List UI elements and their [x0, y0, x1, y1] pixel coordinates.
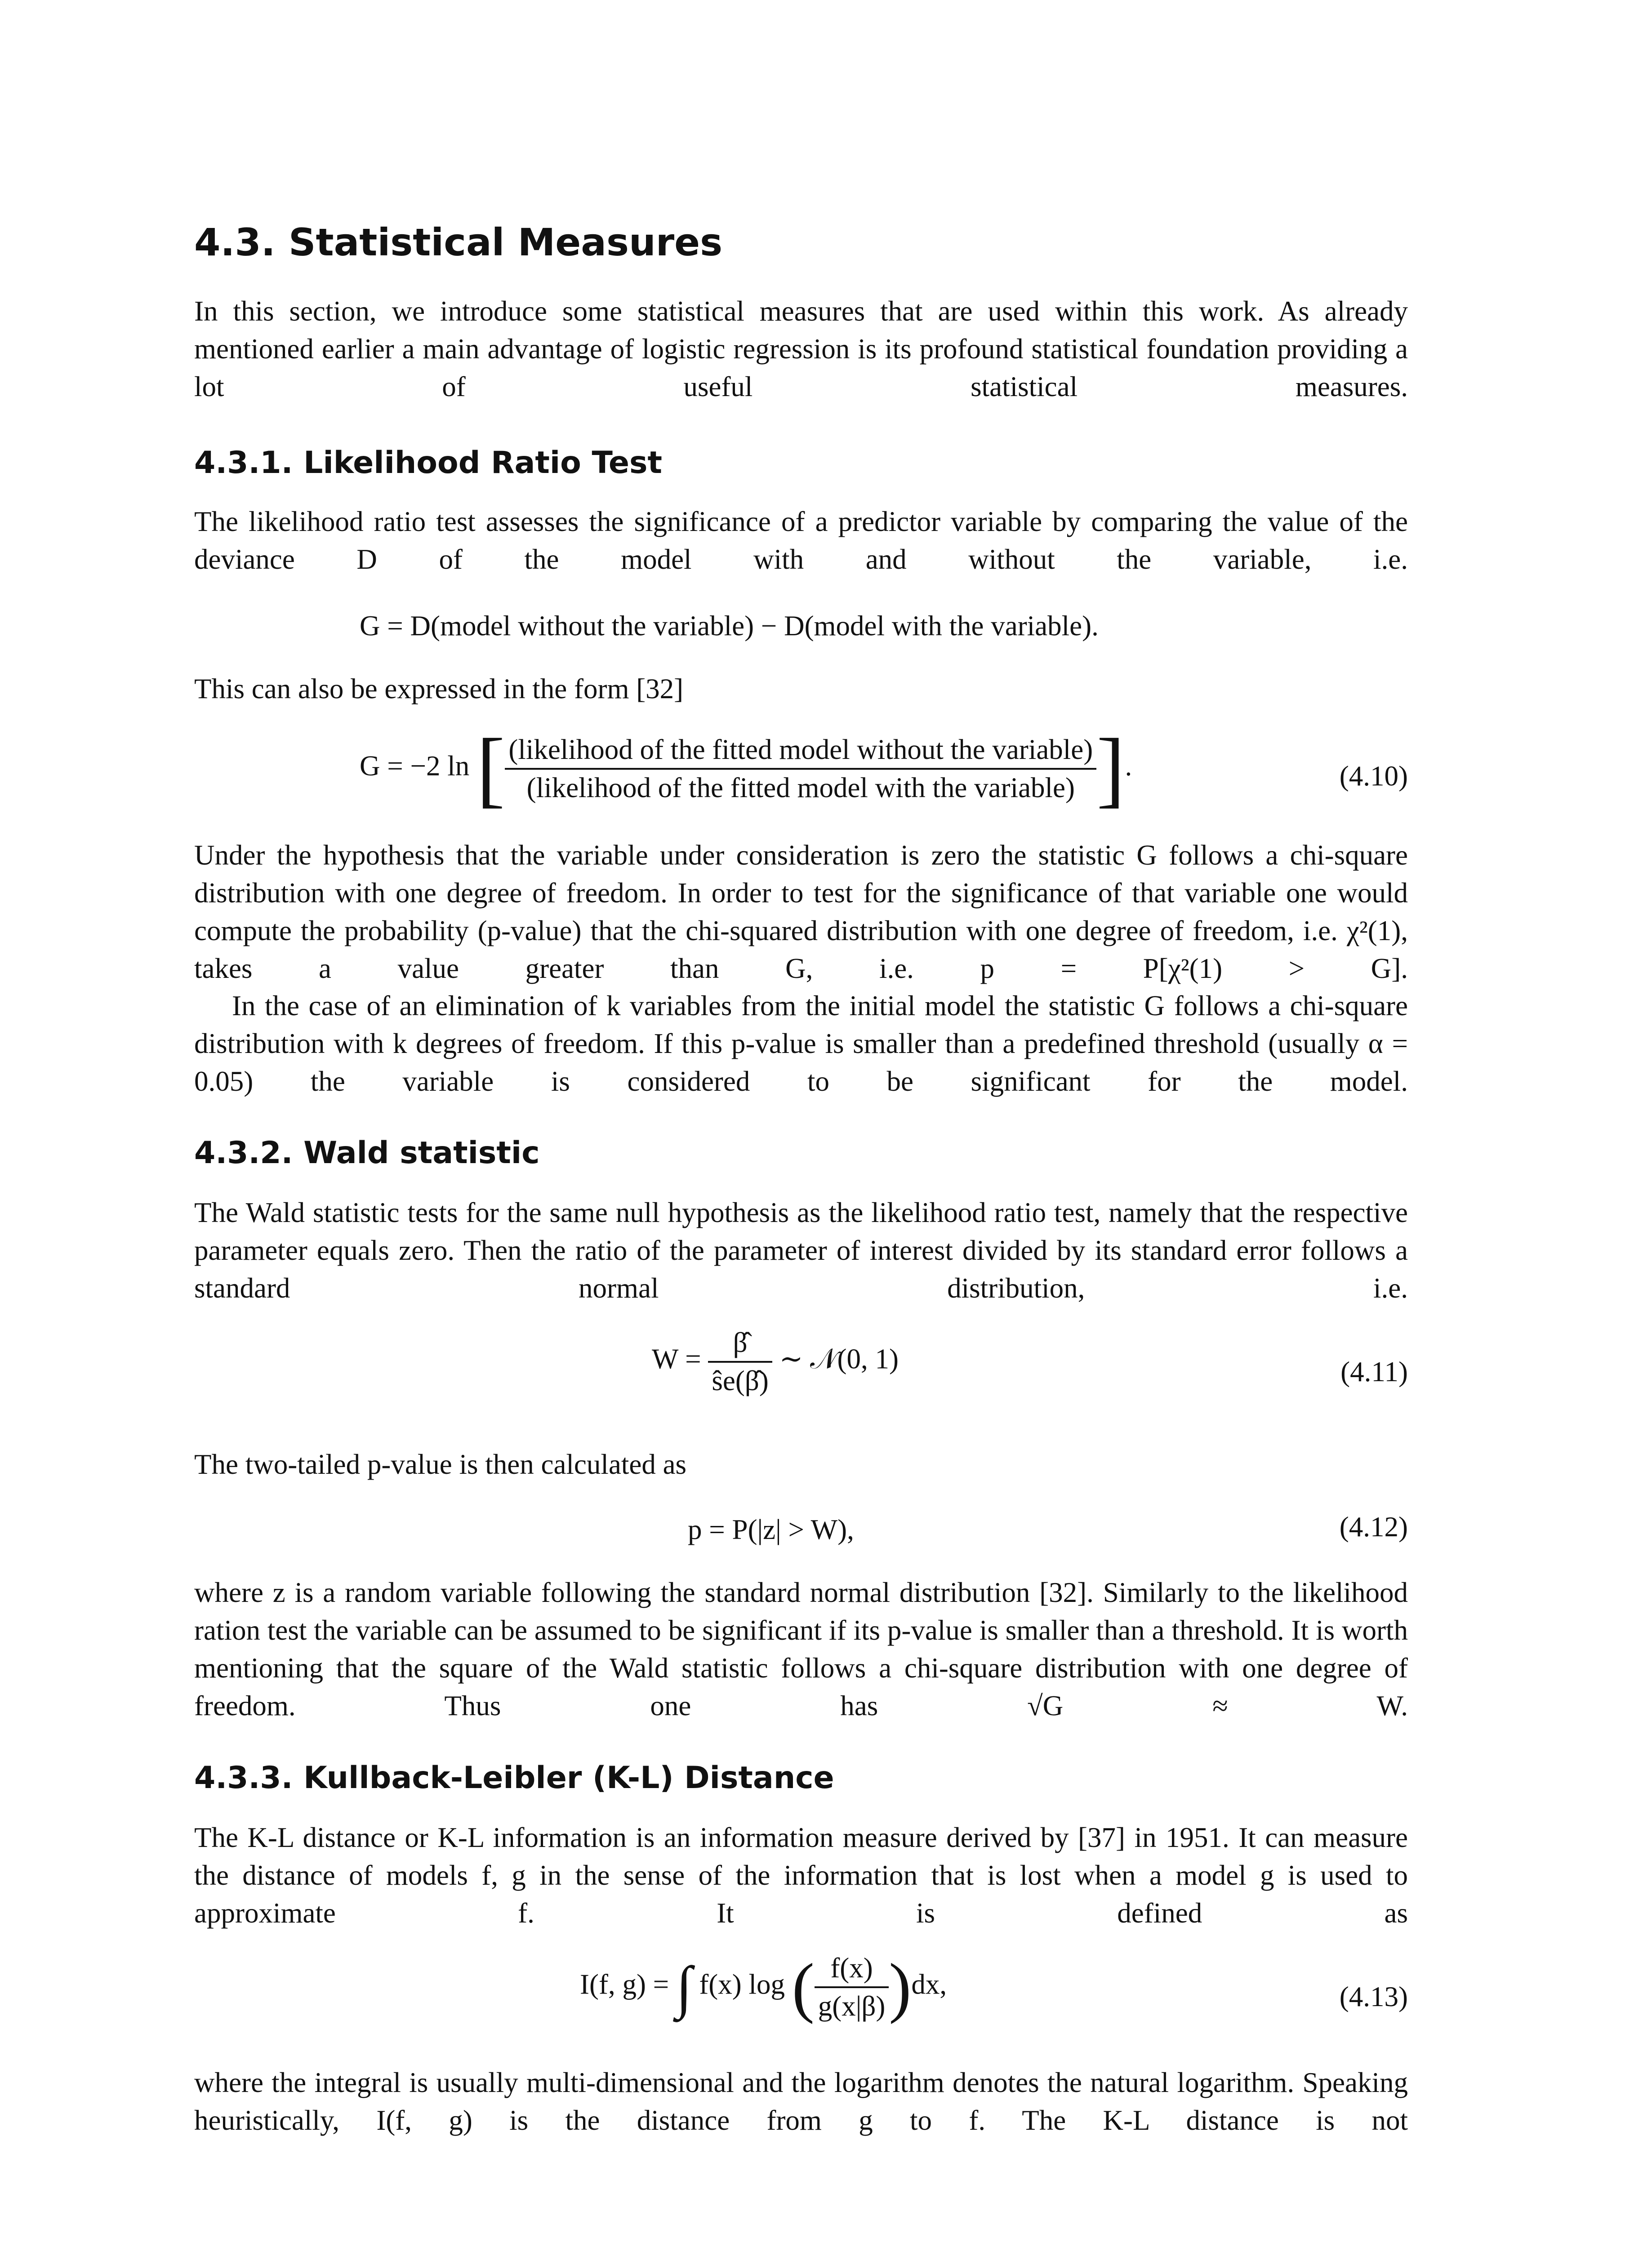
lrt-paragraph-1: The likelihood ratio test assesses the significance of a predictor variable by comparing the value of the deviance D of the model with and without the variable, i.e. [194, 506, 1408, 575]
lrt-paragraph-3: Under the hypothesis that the variable under consideration is zero the statistic G follows a chi-square distribution with one degree of freedom. In order to test for the significance of that variable one would compute the probability (p-value) that the chi-squared distribution with one degree of freedom, i.e. χ²(1), takes a value greater than G, i.e. p = P[χ²(1) > G]. [194, 839, 1408, 984]
kl-eq-mid: f(x) log [699, 1968, 785, 2000]
wald-heading: 4.3.2. Wald statistic [194, 1135, 540, 1171]
kl-eq-tail: dx, [911, 1968, 947, 2000]
wald-equation-412: p = P(|z| > W), [688, 1514, 854, 1545]
lrt-fraction-denominator: (likelihood of the fitted model with the variable) [526, 772, 1075, 803]
wald-paragraph-3: where z is a random variable following the standard normal distribution [32]. Similarly to the likelihood ration test the variable can be assumed to be significant if its p-value is smaller than a threshold. It is worth mentioning that the square of the Wald statistic follows a chi-square distribution with one degree of freedom. Thus one has √G ≈ W. [194, 1577, 1408, 1722]
wald-fraction-numerator: β̂ [708, 1326, 772, 1363]
wald-fraction-denominator: ŝe(β̂) [712, 1365, 769, 1396]
lrt-fraction-numerator: (likelihood of the fitted model without the variable) [505, 733, 1096, 770]
right-paren: ) [889, 1950, 912, 2025]
equation-number-412: (4.12) [1339, 1511, 1408, 1543]
period: . [1125, 750, 1132, 782]
kl-heading: 4.3.3. Kullback-Leibler (K-L) Distance [194, 1760, 834, 1796]
right-bracket: ] [1096, 722, 1125, 816]
wald-paragraph-2: The two-tailed p-value is then calculated as [194, 1449, 687, 1480]
equation-number-410: (4.10) [1339, 760, 1408, 792]
wald-paragraph-1: The Wald statistic tests for the same null hypothesis as the likelihood ratio test, namely that the respective parameter equals zero. Then the ratio of the parameter of interest divided by its standard error follows a standard normal distribution, i.e. [194, 1197, 1408, 1304]
kl-paragraph-1: The K-L distance or K-L information is an information measure derived by [37] in 1951. It can measure the distance of models f, g in the sense of the information that is lost when a model g is used to approximate f. It is defined as [194, 1822, 1408, 1929]
lrt-paragraph-2: This can also be expressed in the form [32] [194, 673, 684, 705]
lrt-eq-lhs: G = −2 ln [360, 750, 470, 782]
intro-paragraph: In this section, we introduce some statistical measures that are used within this work. As already mentioned earlier a main advantage of logistic regression is its profound statistical foundation providing a lot of useful statistical measures. [194, 295, 1408, 402]
integral-sign: ∫ [676, 1955, 692, 2020]
kl-fraction [815, 1952, 889, 2023]
lrt-heading: 4.3.1. Likelihood Ratio Test [194, 445, 662, 481]
kl-equation-413 [580, 1951, 947, 2023]
lrt-equation-410 [360, 722, 1132, 816]
section-title: 4.3. Statistical Measures [194, 220, 723, 264]
kl-fraction-denominator: g(x|β) [818, 1990, 886, 2022]
left-paren: ( [792, 1950, 815, 2025]
kl-eq-lhs: I(f, g) = [580, 1968, 669, 2000]
lrt-equation-a: G = D(model without the variable) − D(model with the variable). [360, 610, 1099, 642]
equation-number-411: (4.11) [1340, 1356, 1408, 1387]
equation-number-413: (4.13) [1339, 1981, 1408, 2012]
wald-eq-rhs: ∼ 𝒩(0, 1) [779, 1343, 899, 1375]
lrt-fraction [505, 733, 1096, 804]
wald-eq-lhs: W = [652, 1343, 701, 1375]
wald-equation-411 [652, 1326, 899, 1397]
left-bracket: [ [476, 722, 505, 816]
lrt-paragraph-4: In the case of an elimination of k variables from the initial model the statistic G follows a chi-square distribution with k degrees of freedom. If this p-value is smaller than a predefined threshold (usually α = 0.05) the variable is considered to be significant for the model. [194, 990, 1408, 1097]
kl-paragraph-2: where the integral is usually multi-dimensional and the logarithm denotes the natural logarithm. Speaking heuristically, I(f, g) is the distance from g to f. The K-L distance is not [194, 2067, 1408, 2136]
wald-fraction [708, 1326, 772, 1397]
kl-fraction-numerator: f(x) [815, 1952, 889, 1988]
